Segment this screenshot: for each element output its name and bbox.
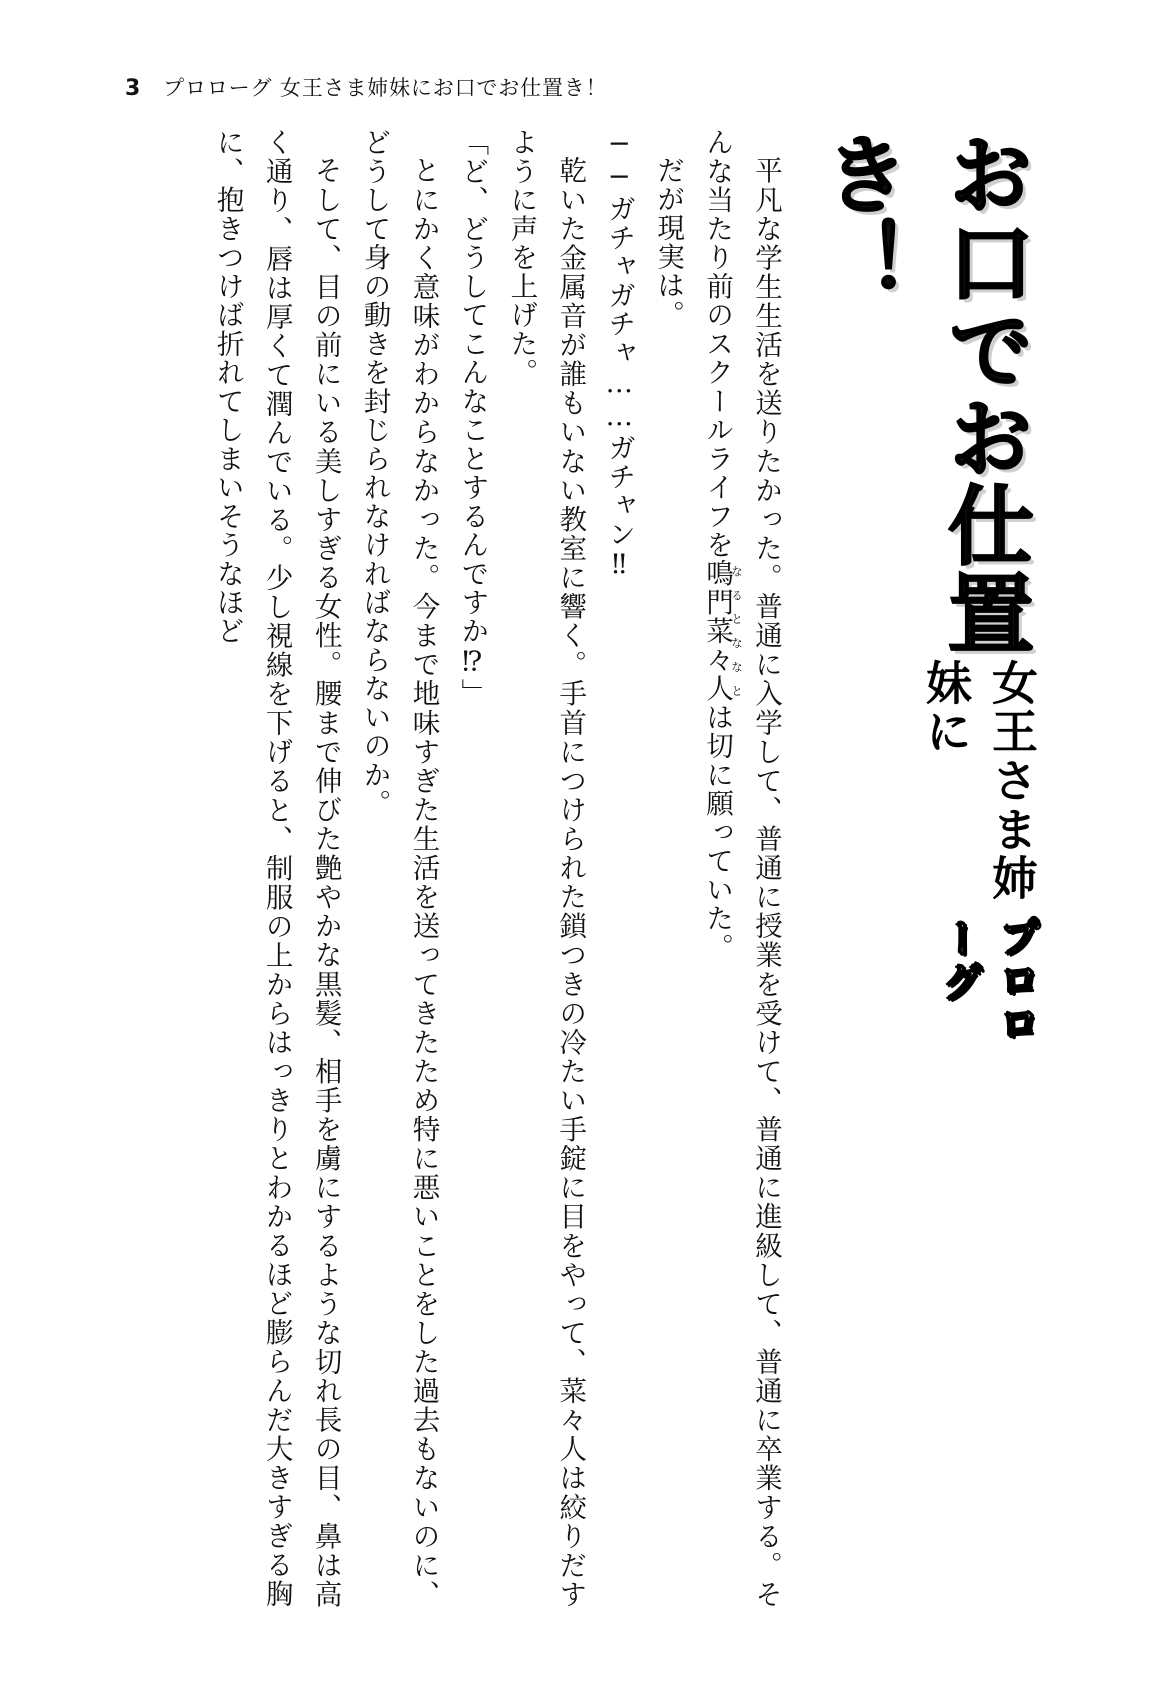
body-text [90,128,790,1608]
paragraph-1 [692,128,790,1608]
ruby-base: 鳴門菜々人 [701,559,734,703]
paragraph-1-textB: は切に願っていた。 [701,702,734,962]
ruby-reading: なるとななと [730,559,745,703]
paragraph-1-textA: 平凡な学生生活を送りたかった。普通に入学して、普通に授業を受けて、普通に進級して、普通に卒業する。そんな当たり前のスクールライフを [701,128,782,1608]
running-header [125,72,607,102]
paragraph-6: とにかく意味がわからなかった。今まで地味すぎた生活を送ってきたため特に悪いことをした過去もないのに、どうして身の動きを封じられなければならないのか。 [358,128,440,1608]
page-number: 3 [125,76,142,101]
paragraph-4: 乾いた金属音が誰もいない教室に響く。手首につけられた鎖つきの冷たい手錠に目をやって、菜々人は絞りだすように声を上げた。 [505,128,587,1608]
paragraph-2: だが現実は。 [652,155,685,328]
chapter-title-line2: 女王さま姉妹に [919,659,1039,904]
paragraph-5: 「ど、どうしてこんなことするんですか⁉」 [456,128,489,708]
chapter-title-art [795,130,1045,1080]
chapter-title-stack [795,130,1045,1080]
paragraph-3: ──ガチャガチャ……ガチャン‼ [603,128,636,582]
paragraph-7: そして、目の前にいる美しすぎる女性。腰まで伸びた艶やかな黒髪、相手を虜にするような切れ長の目、鼻は高く通り、唇は厚くて潤んでいる。少し視線を下げると、制服の上からはっきりとわかるほど膨らんだ大きすぎる胸に、抱きつけば折れてしまいそうなほど [211,128,342,1608]
ruby-name [701,559,745,703]
chapter-title-line3: お口でお仕置き！ [809,130,1033,657]
chapter-title-line1: プロローグ [936,915,1039,1047]
running-title: プロローグ 女王さま姉妹にお口でお仕置き！ [163,76,608,100]
